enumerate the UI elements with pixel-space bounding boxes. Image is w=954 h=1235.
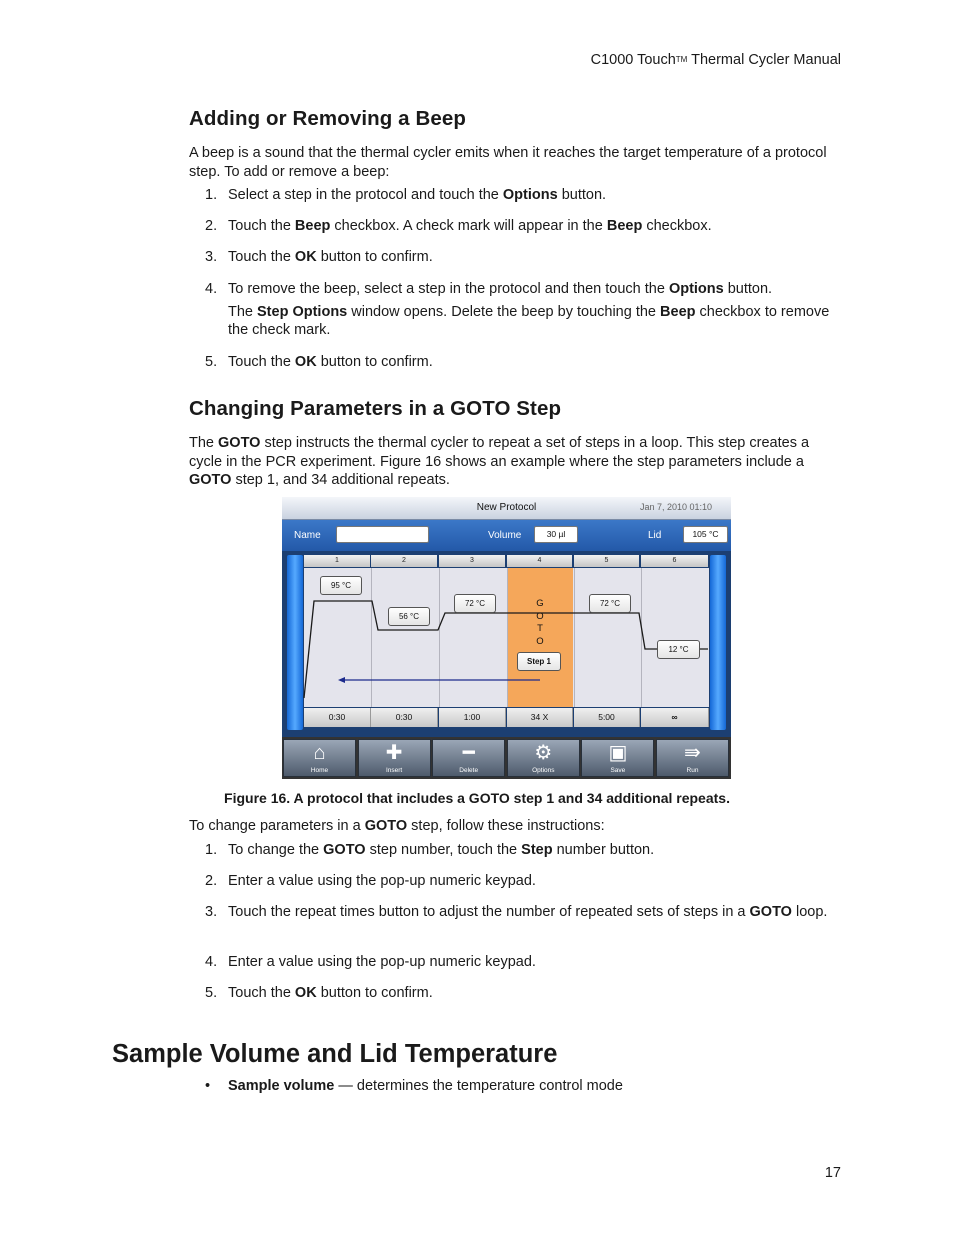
step2-temp-button[interactable]: 56 °C xyxy=(388,607,430,626)
name-label: Name xyxy=(294,530,321,541)
text-run: Beep xyxy=(294,218,331,234)
page-number: 17 xyxy=(824,1165,841,1181)
running-header xyxy=(591,52,841,68)
text-run: To change the xyxy=(228,842,324,858)
step-header-4: 4 xyxy=(507,555,572,567)
button-label: Home xyxy=(310,767,329,774)
text-run: step number, touch the xyxy=(365,842,522,858)
text-run: number button. xyxy=(552,842,655,858)
button-label: Save xyxy=(610,767,626,774)
text-run: button to confirm. xyxy=(316,249,433,265)
text-run: step instructs the thermal cycler to repeat a set of steps in a loop. This step creates a cycle in the PCR experiment. Figure 16 shows an example where the step parameters include a xyxy=(189,435,810,470)
text-run: The xyxy=(228,303,258,320)
lid-label: Lid xyxy=(648,530,662,541)
text-run: Select a step in the protocol and touch the xyxy=(228,187,503,203)
step-time-2[interactable]: 0:30 xyxy=(371,708,438,727)
step-time-4[interactable]: 34 X xyxy=(507,708,573,727)
text-run: GOTO xyxy=(218,435,261,451)
bullet-bold: Sample volume xyxy=(228,1078,335,1094)
text-run: Touch the xyxy=(228,249,295,265)
text-run: Touch the repeat times button to adjust the number of repeated sets of steps in a xyxy=(228,904,750,920)
home-icon: ⌂ xyxy=(313,742,326,764)
home-button[interactable] xyxy=(283,739,356,777)
goto-intro xyxy=(189,434,844,490)
step-number: 4. xyxy=(205,954,218,970)
figure-caption: Figure 16. A protocol that includes a GOTO step 1 and 34 additional repeats. xyxy=(224,790,730,806)
text-run: Options xyxy=(502,187,558,203)
button-label: Options xyxy=(532,767,555,774)
insert-button[interactable] xyxy=(358,739,431,777)
step-number: 5. xyxy=(205,354,218,370)
options-button[interactable] xyxy=(507,739,580,777)
step-number: 5. xyxy=(205,985,218,1001)
beep-step-5 xyxy=(205,353,845,372)
button-label: Run xyxy=(686,767,699,774)
lid-field[interactable]: 105 °C xyxy=(683,526,728,543)
screen-date: Jan 7, 2010 01:10 xyxy=(639,502,712,512)
step-number: 4. xyxy=(205,281,218,297)
text-run: Touch the xyxy=(228,354,295,370)
step-number: 3. xyxy=(205,904,218,920)
step-number: 2. xyxy=(205,873,218,889)
text-run: To remove the beep, select a step in the protocol and then touch the xyxy=(228,281,669,297)
step-header-3: 3 xyxy=(439,555,505,567)
goto-step-1 xyxy=(205,841,845,860)
screen-title: New Protocol xyxy=(476,502,537,513)
goto-loop-arrowhead xyxy=(338,677,345,683)
volume-label: Volume xyxy=(488,530,522,541)
bullet-rest: — determines the temperature control mode xyxy=(334,1078,623,1094)
step-header-1: 1 xyxy=(304,555,370,567)
text-run: The xyxy=(189,435,219,451)
beep-step-3 xyxy=(205,248,845,267)
goto-step-5 xyxy=(205,984,845,1003)
save-button[interactable] xyxy=(581,739,654,777)
text-run: GOTO xyxy=(323,842,366,858)
goto-step-3 xyxy=(205,903,845,922)
button-label: Delete xyxy=(459,767,479,774)
trademark: TM xyxy=(675,55,688,64)
text-run: GOTO xyxy=(749,904,792,920)
step-number: 1. xyxy=(205,187,218,203)
step1-temp-button[interactable]: 95 °C xyxy=(320,576,362,595)
goto-lead xyxy=(189,817,844,836)
step-time-5[interactable]: 5:00 xyxy=(574,708,640,727)
run-arrow-icon: ⇛ xyxy=(684,742,701,764)
gears-icon: ⚙ xyxy=(534,742,553,764)
text-run: Beep xyxy=(606,218,643,234)
beep-step-1 xyxy=(205,186,845,205)
goto-step-button[interactable]: Step 1 xyxy=(517,652,561,671)
text-run: checkbox. xyxy=(642,218,712,234)
disk-icon: ▣ xyxy=(608,742,628,764)
text-run: button. xyxy=(557,187,607,203)
step-time-3[interactable]: 1:00 xyxy=(439,708,506,727)
text-run: Enter a value using the pop-up numeric keypad. xyxy=(228,873,536,889)
text-run: button. xyxy=(723,281,773,297)
heading-adding-removing-beep: Adding or Removing a Beep xyxy=(189,107,466,130)
text-run: button to confirm. xyxy=(316,354,433,370)
text-run: Beep xyxy=(660,303,696,320)
goto-step-4 xyxy=(205,953,845,972)
text-run: button to confirm. xyxy=(316,985,433,1001)
text-run: Step xyxy=(521,842,553,858)
text-run: step 1, and 34 additional repeats. xyxy=(231,472,450,488)
goto-letter: O xyxy=(536,610,544,622)
text-run: OK xyxy=(294,249,317,265)
step-time-1[interactable]: 0:30 xyxy=(304,708,371,727)
delete-button[interactable] xyxy=(432,739,505,777)
text-run: checkbox to remove the check mark. xyxy=(228,303,830,338)
header-title-prefix: C1000 Touch xyxy=(590,52,676,68)
text-run: Options xyxy=(668,281,724,297)
run-button[interactable] xyxy=(656,739,729,777)
text-run: Touch the xyxy=(228,985,295,1001)
goto-letter: T xyxy=(537,623,543,634)
text-run: Touch the xyxy=(228,218,295,234)
text-run: GOTO xyxy=(189,472,232,488)
bullet-sample-volume xyxy=(205,1078,623,1094)
goto-label xyxy=(534,598,546,648)
text-run: loop. xyxy=(791,904,828,920)
button-label: Insert xyxy=(385,767,403,774)
minus-icon: ━ xyxy=(462,742,475,764)
text-run: GOTO xyxy=(364,818,408,834)
step5-temp-button[interactable]: 72 °C xyxy=(589,594,631,613)
text-run: OK xyxy=(294,985,317,1001)
text-run: checkbox. A check mark will appear in the xyxy=(330,218,607,234)
beep-intro: A beep is a sound that the thermal cycler emits when it reaches the target temperature of a protocol step. To add or remove a beep: xyxy=(189,145,827,180)
goto-letter: O xyxy=(536,635,544,647)
heading-changing-goto: Changing Parameters in a GOTO Step xyxy=(189,397,562,420)
header-title-suffix: Thermal Cycler Manual xyxy=(687,52,841,68)
heading-sample-volume: Sample Volume and Lid Temperature xyxy=(112,1040,558,1068)
step-header-6: 6 xyxy=(641,555,708,567)
step3-temp-button[interactable]: 72 °C xyxy=(454,594,496,613)
step-time-6[interactable]: ∞ xyxy=(641,708,709,727)
text-run: step, follow these instructions: xyxy=(407,818,605,834)
plus-icon: ✚ xyxy=(385,742,403,764)
goto-step-2 xyxy=(205,872,845,891)
protocol-screen-figure xyxy=(282,497,731,779)
volume-field[interactable]: 30 µl xyxy=(534,526,578,543)
step-number: 3. xyxy=(205,249,218,265)
goto-letter: G xyxy=(536,598,544,609)
temperature-profile-line xyxy=(304,601,708,698)
text-run: Step Options xyxy=(257,303,348,320)
step-header-2: 2 xyxy=(371,555,437,567)
bullet-dot: • xyxy=(205,1078,211,1094)
text-run: To change parameters in a xyxy=(189,818,365,834)
text-run: window opens. Delete the beep by touching the xyxy=(347,303,661,320)
step-number: 2. xyxy=(205,218,218,234)
text-run: Enter a value using the pop-up numeric keypad. xyxy=(228,954,536,970)
beep-step-4 xyxy=(205,280,845,340)
step-header-5: 5 xyxy=(574,555,639,567)
step6-temp-button[interactable]: 12 °C xyxy=(657,640,700,659)
beep-step-2 xyxy=(205,217,845,236)
text-run: OK xyxy=(294,354,317,370)
step-number: 1. xyxy=(205,842,218,858)
